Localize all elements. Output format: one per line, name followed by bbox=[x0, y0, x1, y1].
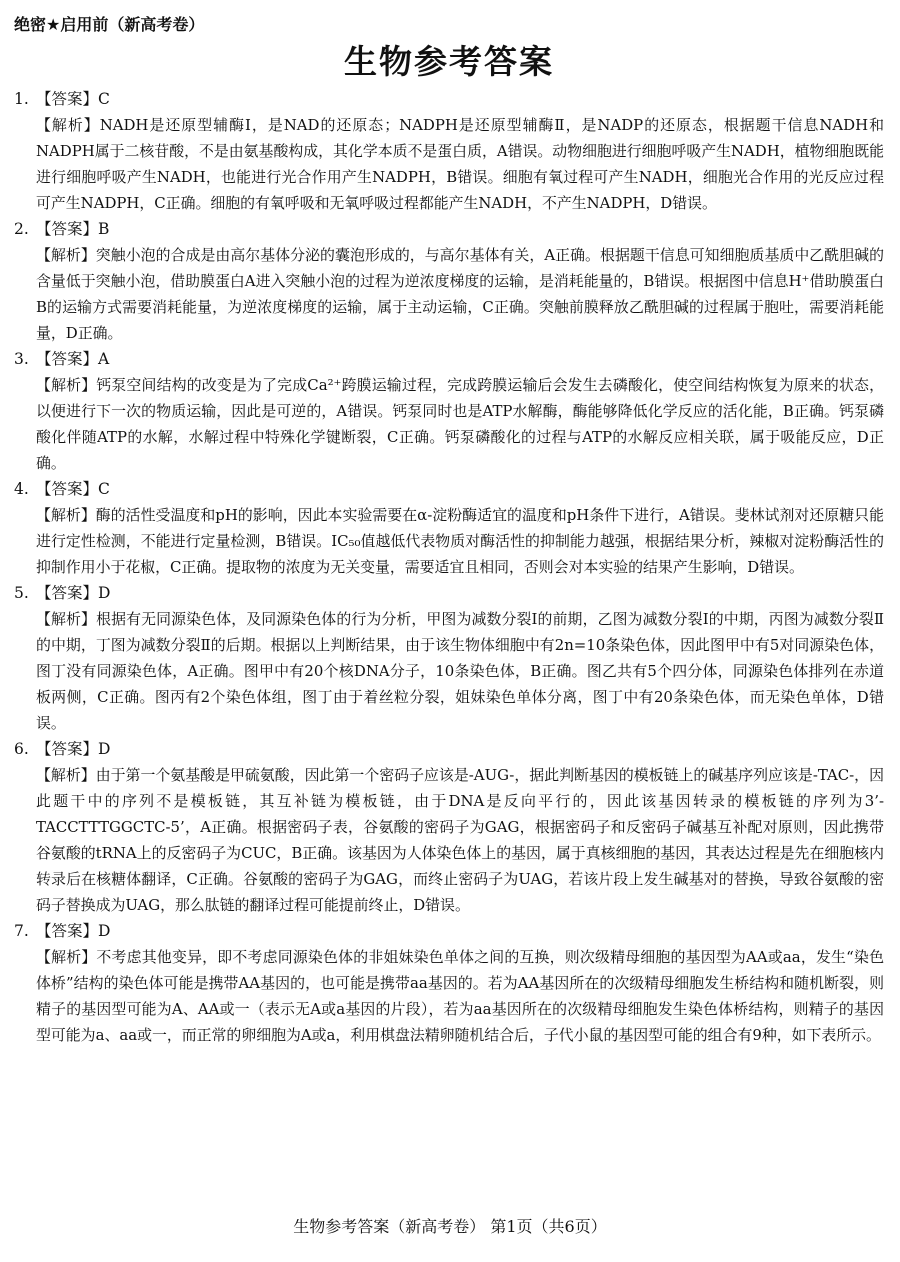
question-item bbox=[14, 86, 884, 216]
analysis-text: 【解析】由于第一个氨基酸是甲硫氨酸，因此第一个密码子应该是-AUG-，据此判断基因的模板链上的碱基序列应该是-TAC-，因此题干中的序列不是模板链，其互补链为模板链，由于DNA是反向平行的，因此该基因转录的模板链的序列为3’-TACCTTTGGCTC-5’，A正确。根据密码子表，谷氨酸的密码子为GAG，根据密码子和反密码子碱基互补配对原则，因此携带谷氨酸的tRNA上的反密码子为CUC，B正确。该基因为人体染色体上的基因，属于真核细胞的基因，其表达过程是先在细胞核内转录后在核糖体翻译，C正确。谷氨酸的密码子为GAG，而终止密码子为UAG，若该片段上发生碱基对的替换，导致谷氨酸的密码子替换成为UAG，那么肽链的翻译过程可能提前终止，D错误。 bbox=[36, 766, 884, 914]
question-item bbox=[14, 476, 884, 580]
answer-text: 【答案】B bbox=[36, 220, 110, 238]
question-number: 1. bbox=[14, 90, 29, 108]
answer-text: 【答案】C bbox=[36, 480, 110, 498]
answer-text: 【答案】D bbox=[36, 922, 111, 940]
answer-line bbox=[14, 346, 884, 372]
analysis-text: 【解析】根据有无同源染色体，及同源染色体的行为分析，甲图为减数分裂Ⅰ的前期，乙图为减数分裂Ⅰ的中期，丙图为减数分裂Ⅱ的中期，丁图为减数分裂Ⅱ的后期。根据以上判断结果，由于该生物体细胞中有2n=10条染色体，因此图甲中有5对同源染色体，图丁没有同源染色体，A正确。图甲中有20个核DNA分子，10条染色体，B正确。图乙共有5个四分体，同源染色体排列在赤道板两侧，C正确。图丙有2个染色体组，图丁由于着丝粒分裂，姐妹染色单体分离，图丁中有20条染色体，而无染色单体，D错误。 bbox=[36, 610, 884, 732]
question-number: 4. bbox=[14, 480, 29, 498]
answer-line bbox=[14, 476, 884, 502]
analysis-text: 【解析】不考虑其他变异，即不考虑同源染色体的非姐妹染色单体之间的互换，则次级精母细胞的基因型为AA或aa，发生“染色体桥”结构的染色体可能是携带AA基因的，也可能是携带aa基因的。若为AA基因所在的次级精母细胞发生桥结构和随机断裂，则精子的基因型可能为A、AA或一（表示无A或a基因的片段），若为aa基因所在的次级精母细胞发生染色体桥结构，则精子的基因型可能为a、aa或一，而正常的卵细胞为A或a，利用棋盘法精卵随机结合后，子代小鼠的基因型可能的组合有9种，如下表所示。 bbox=[36, 948, 884, 1044]
answer-line bbox=[14, 918, 884, 944]
page-title: 生物参考答案 bbox=[344, 42, 554, 81]
question-number: 3. bbox=[14, 350, 29, 368]
analysis-text: 【解析】NADH是还原型辅酶Ⅰ，是NAD的还原态；NADPH是还原型辅酶Ⅱ，是NADP的还原态，根据题干信息NADH和NADPH属于二核苷酸，不是由氨基酸构成，其化学本质不是蛋白质，A错误。动物细胞进行细胞呼吸产生NADH，植物细胞既能进行细胞呼吸产生NADH，也能进行光合作用产生NADPH，B错误。细胞有氧过程可产生NADH，细胞光合作用的光反应过程可产生NADPH，C正确。细胞的有氧呼吸和无氧呼吸过程都能产生NADH，不产生NADPH，D错误。 bbox=[36, 116, 884, 212]
analysis-text: 【解析】钙泵空间结构的改变是为了完成Ca²⁺跨膜运输过程，完成跨膜运输后会发生去磷酸化，使空间结构恢复为原来的状态，以便进行下一次的物质运输，因此是可逆的，A错误。钙泵同时也是ATP水解酶，酶能够降低化学反应的活化能，B正确。钙泵磷酸化伴随ATP的水解，水解过程中特殊化学键断裂，C正确。钙泵磷酸化的过程与ATP的水解反应相关联，属于吸能反应，D正确。 bbox=[36, 376, 884, 472]
question-number: 5. bbox=[14, 584, 29, 602]
answer-text: 【答案】D bbox=[36, 584, 111, 602]
analysis-text: 【解析】突触小泡的合成是由高尔基体分泌的囊泡形成的，与高尔基体有关，A正确。根据题干信息可知细胞质基质中乙酰胆碱的含量低于突触小泡，借助膜蛋白A进入突触小泡的过程为逆浓度梯度的运输，是消耗能量的，B错误。根据图中信息H⁺借助膜蛋白B的运输方式需要消耗能量，为逆浓度梯度的运输，属于主动运输，C正确。突触前膜释放乙酰胆碱的过程属于胞吐，需要消耗能量，D正确。 bbox=[36, 246, 884, 342]
question-item bbox=[14, 918, 884, 1048]
question-item bbox=[14, 580, 884, 736]
question-list bbox=[14, 86, 884, 1048]
answer-text: 【答案】C bbox=[36, 90, 110, 108]
answer-text: 【答案】D bbox=[36, 740, 111, 758]
answer-line bbox=[14, 580, 884, 606]
question-item bbox=[14, 216, 884, 346]
confidential-label: 绝密★启用前（新高考卷） bbox=[14, 15, 205, 34]
question-number: 2. bbox=[14, 220, 29, 238]
question-number: 7. bbox=[14, 922, 29, 940]
answer-line bbox=[14, 736, 884, 762]
question-number: 6. bbox=[14, 740, 29, 758]
analysis-text: 【解析】酶的活性受温度和pH的影响，因此本实验需要在α-淀粉酶适宜的温度和pH条件下进行，A错误。斐林试剂对还原糖只能进行定性检测，不能进行定量检测，B错误。IC₅₀值越低代表物质对酶活性的抑制能力越强，根据结果分析，辣椒对淀粉酶活性的抑制作用小于花椒，C正确。提取物的浓度为无关变量，需要适宜且相同，否则会对本实验的结果产生影响，D错误。 bbox=[36, 506, 884, 576]
question-item bbox=[14, 346, 884, 476]
answer-line bbox=[14, 216, 884, 242]
answer-text: 【答案】A bbox=[36, 350, 110, 368]
answer-line bbox=[14, 86, 884, 112]
page-footer: 生物参考答案（新高考卷） 第1页（共6页） bbox=[293, 1217, 607, 1236]
question-item bbox=[14, 736, 884, 918]
